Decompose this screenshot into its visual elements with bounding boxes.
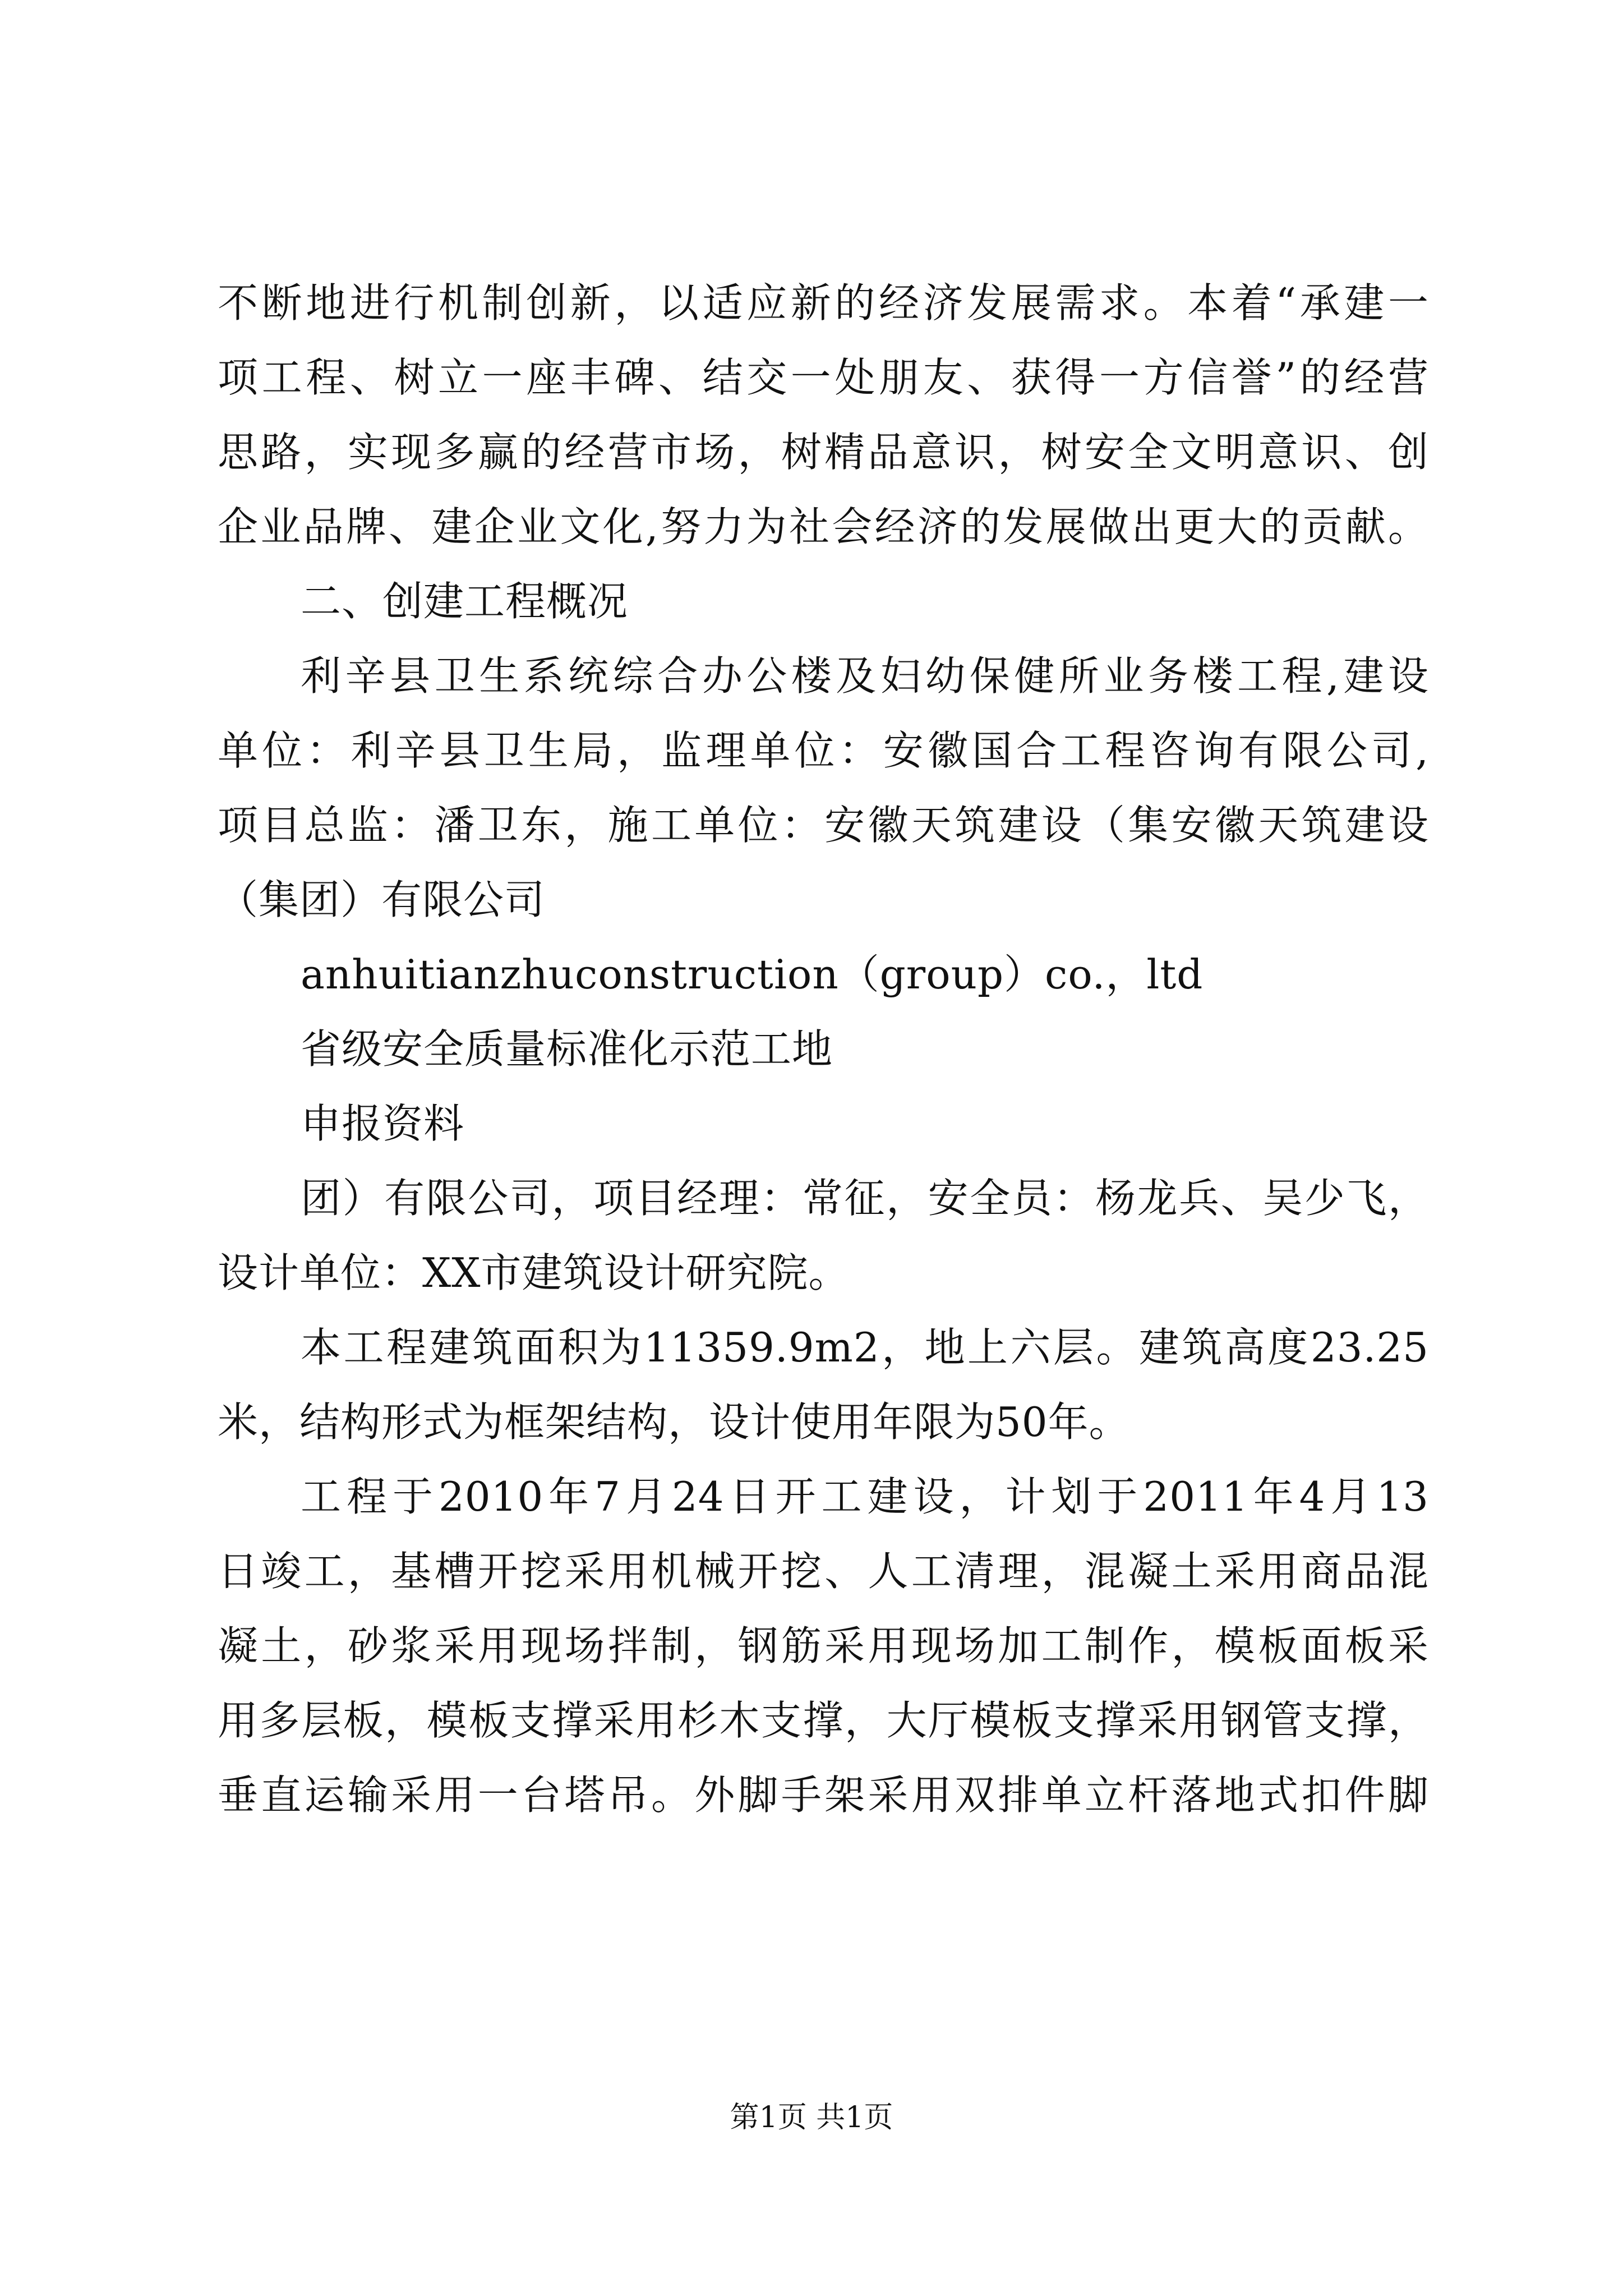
paragraph-line: 用多层板，模板支撑采用杉木支撑，大厅模板支撑采用钢管支撑， <box>218 1697 1429 1744</box>
document-body <box>218 266 1429 1833</box>
paragraph-line: （集团）有限公司 <box>218 876 546 923</box>
paragraph-line: 工程于2010年7月24日开工建设，计划于2011年4月13 <box>301 1473 1429 1520</box>
section-heading: 二、创建工程概况 <box>301 578 629 625</box>
paragraph-line: 省级安全质量标准化示范工地 <box>301 1025 833 1073</box>
paragraph-line: 申报资料 <box>301 1100 465 1147</box>
paragraph-line: 项工程、树立一座丰碑、结交一处朋友、获得一方信誉”的经营 <box>218 354 1429 401</box>
page-number: 第1页 共1页 <box>730 2101 893 2134</box>
paragraph-line: anhuitianzhuconstruction（group）co.，ltd <box>301 951 1204 998</box>
paragraph-line: 单位：利辛县卫生局，监理单位：安徽国合工程咨询有限公司, <box>218 727 1429 774</box>
paragraph-line: 垂直运输采用一台塔吊。外脚手架采用双排单立杆落地式扣件脚 <box>218 1772 1429 1819</box>
paragraph-line: 企业品牌、建企业文化,努力为社会经济的发展做出更大的贡献。 <box>218 503 1429 550</box>
paragraph-line: 项目总监：潘卫东，施工单位：安徽天筑建设（集安徽天筑建设 <box>218 802 1429 849</box>
page-footer <box>0 2098 1623 2137</box>
paragraph-line: 思路，实现多赢的经营市场，树精品意识，树安全文明意识、创 <box>218 429 1429 476</box>
paragraph-line: 设计单位：XX市建筑设计研究院。 <box>218 1249 850 1296</box>
paragraph-line: 团）有限公司，项目经理：常征，安全员：杨龙兵、吴少飞， <box>301 1175 1429 1222</box>
paragraph-line: 日竣工，基槽开挖采用机械开挖、人工清理，混凝土采用商品混 <box>218 1548 1429 1595</box>
paragraph-line: 凝土，砂浆采用现场拌制，钢筋采用现场加工制作，模板面板采 <box>218 1622 1429 1669</box>
paragraph-line: 本工程建筑面积为11359.9m2，地上六层。建筑高度23.25 <box>301 1324 1429 1371</box>
paragraph-line: 不断地进行机制创新，以适应新的经济发展需求。本着“承建一 <box>218 279 1429 326</box>
paragraph-line: 利辛县卫生系统综合办公楼及妇幼保健所业务楼工程,建设 <box>301 652 1429 700</box>
paragraph-line: 米，结构形式为框架结构，设计使用年限为50年。 <box>218 1398 1130 1446</box>
